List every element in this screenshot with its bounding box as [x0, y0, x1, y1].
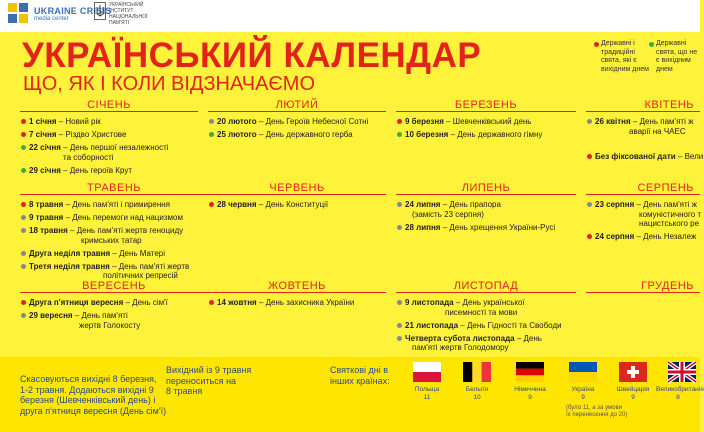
- trident-icon: [94, 2, 106, 20]
- legend-green: [656, 40, 700, 74]
- month-title: ЛЮТИЙ: [208, 100, 386, 112]
- red-dot-icon: [21, 300, 26, 305]
- note-line: Святкові дні в: [330, 365, 389, 375]
- month-title: ТРАВЕНЬ: [20, 183, 208, 195]
- event-item: [396, 130, 576, 140]
- month-title: КВІТЕНЬ: [586, 100, 700, 112]
- flag-country: Великобританія: [656, 386, 704, 393]
- month-title: ГРУДЕНЬ: [586, 281, 700, 293]
- note-line: 8 травня: [166, 386, 203, 396]
- event-date: 9 березня: [405, 117, 444, 126]
- event-date: 8 травня: [29, 200, 64, 209]
- month-title: ЖОВТЕНЬ: [208, 281, 386, 293]
- flag-count: 8: [676, 393, 680, 401]
- flag-country: Україна: [571, 386, 595, 393]
- event-item: [20, 213, 208, 223]
- event-text: – День Матері: [112, 248, 166, 258]
- event-item: [208, 298, 386, 308]
- ucmc-logo-line1: UKRAINE CRISIS: [34, 5, 112, 16]
- green-dot-icon: [649, 42, 654, 47]
- gray-dot-icon: [21, 264, 26, 269]
- flag-caption-uk: [656, 386, 704, 401]
- event-date: Друга п'ятниця вересня: [29, 298, 124, 307]
- event-text: – День Гідності та Свободи: [460, 320, 562, 330]
- event-text-line2: писемності та мови: [445, 307, 518, 317]
- event-text: – День пам'яті ж: [632, 117, 694, 126]
- month-october: [208, 281, 386, 311]
- red-dot-icon: [397, 119, 402, 124]
- event-item: [208, 117, 386, 127]
- flag-count: 11: [423, 393, 431, 401]
- month-august: [586, 183, 700, 245]
- flag-country: Польща: [414, 386, 440, 393]
- event-text: – День Героїв Небесної Сотні: [258, 117, 369, 126]
- event-text-line2: пам'яті жертв Голодомору: [412, 343, 509, 352]
- legend-green-text: Державні свята, що не є вихідним днем: [656, 40, 698, 73]
- flag-count: 9: [631, 393, 635, 401]
- event-text: – Різдво Христове: [58, 130, 127, 139]
- event-date: 9 листопада: [405, 298, 454, 307]
- month-july: [396, 183, 576, 236]
- event-text: – День героїв Крут: [63, 165, 132, 175]
- event-date: 18 травня: [29, 226, 68, 235]
- event-item: [20, 200, 208, 210]
- page-title: УКРАЇНСЬКИЙ КАЛЕНДАР: [22, 36, 482, 75]
- poland-flag-icon: [413, 362, 441, 382]
- event-text-line2: кримських татар: [81, 235, 142, 245]
- inp-logo-text: УКРАЇНСЬКИЙ ІНСТИТУТ НАЦІОНАЛЬНОЇ ПАМ'ЯТІ: [109, 2, 148, 26]
- event-text: – Вели: [677, 152, 704, 161]
- event-date: Друга неділя травня: [29, 248, 111, 258]
- gray-dot-icon: [21, 215, 26, 220]
- event-item: [396, 334, 576, 353]
- flag-caption-switzerland: [611, 386, 655, 401]
- event-date: 22 січня: [29, 143, 61, 152]
- month-title: ЛИПЕНЬ: [396, 183, 576, 195]
- event-text: – День прапора: [442, 200, 501, 209]
- event-item: [20, 166, 198, 176]
- event-date: Без фіксованої дати: [595, 152, 676, 161]
- note-other-countries: [330, 365, 390, 386]
- flag-caption-ukraine: [561, 386, 605, 401]
- gray-dot-icon: [587, 202, 592, 207]
- flag-count: 9: [528, 393, 532, 401]
- note-may-transfer: [166, 365, 251, 397]
- gray-dot-icon: [397, 202, 402, 207]
- note-line: Скасовуються вихідні 8 березня,: [20, 374, 157, 384]
- event-date: 26 квітня: [595, 117, 631, 126]
- flag-caption-poland: [405, 386, 449, 401]
- footnote-line: їх перенесення до 20): [566, 412, 628, 418]
- event-text: – День пам'яті ж: [636, 200, 697, 209]
- ukraine-flag-icon: [569, 362, 597, 382]
- event-item: [396, 200, 576, 219]
- month-march: [396, 100, 576, 143]
- month-january: [20, 100, 198, 179]
- event-item: [20, 130, 198, 140]
- footnote-line: (було 11, а за умови: [566, 405, 622, 411]
- event-date: 20 лютого: [217, 117, 257, 126]
- month-may: [20, 183, 208, 284]
- legend-red: [601, 40, 649, 74]
- red-dot-icon: [587, 234, 592, 239]
- event-text: – День першої незалежності: [63, 143, 169, 152]
- flag-count: 10: [473, 393, 481, 401]
- note-line: переноситься на: [166, 375, 237, 386]
- green-dot-icon: [21, 145, 26, 150]
- red-dot-icon: [587, 154, 592, 159]
- event-date: Третя неділя травня: [29, 261, 110, 271]
- event-date: Четверта субота листопада: [405, 333, 515, 343]
- flag-country: Бельгія: [465, 386, 489, 393]
- flag-caption-germany: [508, 386, 552, 401]
- event-item: [20, 298, 208, 308]
- gray-dot-icon: [397, 300, 402, 305]
- event-date: 29 січня: [29, 165, 61, 175]
- red-dot-icon: [209, 202, 214, 207]
- ucmc-logo-icon: [8, 3, 30, 25]
- inp-logo: [94, 2, 153, 26]
- ucmc-logo-line2: media center: [34, 15, 69, 22]
- event-text-line2: та соборності: [63, 152, 114, 162]
- event-date: 28 липня: [405, 222, 441, 232]
- event-item: [208, 130, 386, 140]
- event-date: 7 січня: [29, 130, 57, 139]
- event-text-line2: комуністичного т: [639, 209, 702, 219]
- red-dot-icon: [209, 300, 214, 305]
- green-dot-icon: [21, 168, 26, 173]
- event-date: 29 вересня: [29, 311, 73, 320]
- event-item: [208, 200, 386, 210]
- red-dot-icon: [21, 132, 26, 137]
- gray-dot-icon: [397, 323, 402, 328]
- note-line: друга п'ятниця вересня (День сім'ї): [20, 405, 167, 416]
- month-september: [20, 281, 208, 334]
- flag-caption-belgium: [455, 386, 499, 401]
- page-subtitle: ЩО, ЯК І КОЛИ ВІДЗНАЧАЄМО: [23, 73, 316, 95]
- gray-dot-icon: [587, 119, 592, 124]
- event-item: [20, 226, 208, 245]
- flag-country: Німеччина: [514, 386, 546, 393]
- gray-dot-icon: [21, 228, 26, 233]
- event-text-line2: аварії на ЧАЕС: [629, 126, 686, 136]
- event-item: [20, 311, 208, 330]
- month-april: [586, 99, 704, 165]
- event-item: [20, 117, 198, 127]
- gray-dot-icon: [397, 336, 402, 341]
- event-text: – День державного герба: [258, 130, 353, 139]
- event-item: [20, 249, 208, 259]
- event-text: – День Конституції: [258, 200, 329, 209]
- month-june: [208, 183, 386, 213]
- event-text-line2: політичних репресій: [103, 271, 178, 280]
- red-dot-icon: [594, 42, 599, 47]
- event-item: [586, 232, 700, 242]
- event-item: [20, 262, 208, 281]
- event-text: – День пам'яті і примирення: [65, 200, 171, 209]
- note-line: 1-2 травня. Додаються вихідні 9: [20, 384, 154, 395]
- month-title: ЛИСТОПАД: [396, 281, 576, 293]
- event-text-line2: (замість 23 серпня): [412, 209, 484, 219]
- event-date: 14 жовтня: [217, 298, 257, 307]
- event-date: 21 листопада: [405, 320, 459, 330]
- event-item: [20, 143, 198, 162]
- germany-flag-icon: [516, 362, 544, 382]
- event-item: [396, 298, 576, 317]
- gray-dot-icon: [21, 313, 26, 318]
- event-text: – День: [516, 333, 542, 343]
- event-item: [586, 117, 700, 136]
- month-title: БЕРЕЗЕНЬ: [396, 100, 576, 112]
- event-date: 23 серпня: [595, 200, 635, 209]
- note-line: Вихідний із 9 травня: [166, 365, 252, 375]
- header-logos-bar: [0, 0, 700, 32]
- month-title: СЕРПЕНЬ: [586, 183, 700, 195]
- event-date: 24 липня: [405, 200, 441, 209]
- footnote: [566, 405, 627, 419]
- event-text-line2: жертв Голокосту: [79, 320, 141, 330]
- event-date: 10 березня: [405, 130, 449, 139]
- event-item: [396, 321, 576, 331]
- flag-count: 9: [581, 393, 585, 401]
- event-text: – День Незалеж: [636, 232, 697, 241]
- event-item: [586, 152, 704, 162]
- event-text: – Шевченківський день: [446, 117, 532, 126]
- gray-dot-icon: [397, 225, 402, 230]
- event-date: 28 червня: [217, 200, 257, 209]
- note-line: березня (Шевченківський день) і: [20, 395, 156, 405]
- month-february: [208, 100, 386, 143]
- event-text: – День захисника України: [258, 298, 355, 307]
- month-title: СІЧЕНЬ: [20, 100, 198, 112]
- event-text: – День української: [455, 298, 525, 307]
- event-text: – День сім'ї: [125, 298, 168, 307]
- month-title: ЧЕРВЕНЬ: [208, 183, 386, 195]
- event-text: – День пам'яті жертв геноциду: [70, 226, 184, 235]
- month-december: [586, 281, 700, 298]
- flag-country: Швейцарія: [616, 386, 650, 393]
- red-dot-icon: [21, 119, 26, 124]
- event-item: [396, 117, 576, 127]
- belgium-flag-icon: [463, 362, 491, 382]
- event-text: – День хрещення України-Русі: [442, 222, 556, 232]
- uk-flag-icon: [668, 362, 696, 382]
- event-text: – День державного гімну: [450, 130, 543, 139]
- event-text: – День перемоги над нацизмом: [65, 213, 183, 222]
- event-date: 25 лютого: [217, 130, 257, 139]
- note-line: інших країнах:: [330, 375, 390, 386]
- event-text: – Новий рік: [58, 117, 101, 126]
- gray-dot-icon: [209, 119, 214, 124]
- event-item: [586, 200, 700, 229]
- event-text-line3: нацистського ре: [639, 219, 700, 228]
- event-date: 1 січня: [29, 117, 57, 126]
- event-text: – День пам'яті: [74, 311, 128, 320]
- green-dot-icon: [397, 132, 402, 137]
- event-text: – День пам'яті жертв: [112, 261, 190, 271]
- switzerland-flag-icon: [619, 362, 647, 382]
- gray-dot-icon: [21, 251, 26, 256]
- event-item: [396, 223, 576, 233]
- legend-red-text: Державні і традиційні свята, які є вихідним днем: [601, 40, 649, 73]
- note-holidays-changes: [20, 374, 166, 416]
- month-title: ВЕРЕСЕНЬ: [20, 281, 208, 293]
- event-date: 24 серпня: [595, 232, 635, 241]
- event-date: 9 травня: [29, 213, 64, 222]
- month-november: [396, 281, 576, 356]
- green-dot-icon: [209, 132, 214, 137]
- red-dot-icon: [21, 202, 26, 207]
